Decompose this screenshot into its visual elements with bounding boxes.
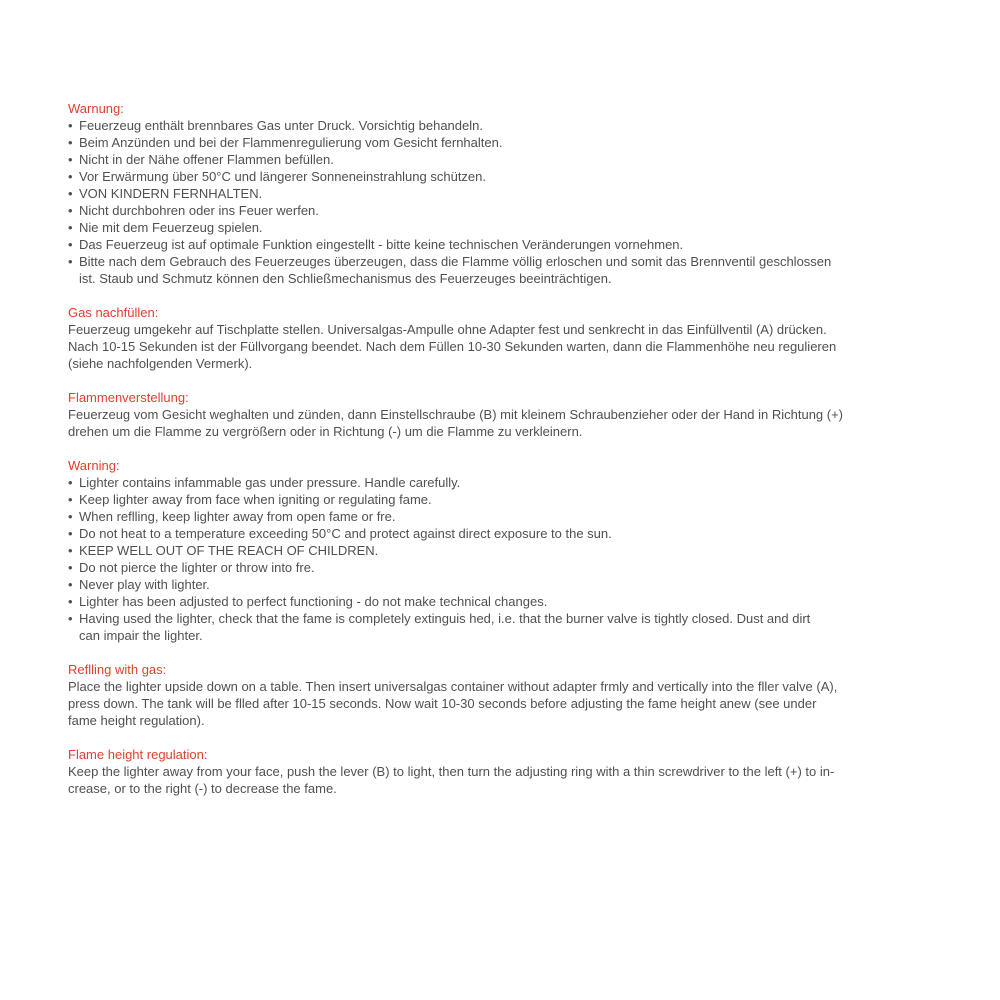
bullet-item <box>68 491 948 508</box>
line-text: VON KINDERN FERNHALTEN. <box>79 186 263 201</box>
paragraph-line: Feuerzeug vom Gesicht weghalten und zünden, dann Einstellschraube (B) mit kleinem Schraubenzieher oder der Hand in Richtung (+) <box>68 407 844 422</box>
paragraph-line: Place the lighter upside down on a table. Then insert universalgas container without adapter frmly and vertically into the fller valve (A), <box>68 679 838 694</box>
line-text: Nicht durchbohren oder ins Feuer werfen. <box>79 203 319 218</box>
bullet-marker: • <box>68 135 73 150</box>
section-warning-en <box>68 457 948 644</box>
paragraph-line: crease, or to the right (-) to decrease the fame. <box>68 781 337 796</box>
line-text: Keep lighter away from face when igniting or regulating fame. <box>79 492 432 507</box>
bullet-item <box>68 168 948 185</box>
bullet-marker: • <box>68 526 73 541</box>
bullet-marker: • <box>68 237 73 252</box>
bullet-item <box>68 134 948 151</box>
paragraph-line: Feuerzeug umgekehr auf Tischplatte stellen. Universalgas-Ampulle ohne Adapter fest und senkrecht in das Einfüllventil (A) drücken. <box>68 322 827 337</box>
paragraph-line: drehen um die Flamme zu vergrößern oder in Richtung (-) um die Flamme zu verkleinern. <box>68 424 583 439</box>
section-heading: Warning: <box>68 458 120 473</box>
line-text: KEEP WELL OUT OF THE REACH OF CHILDREN. <box>79 543 379 558</box>
bullet-marker: • <box>68 560 73 575</box>
bullet-marker: • <box>68 203 73 218</box>
bullet-marker: • <box>68 186 73 201</box>
bullet-item <box>68 610 948 627</box>
bullet-marker: • <box>68 594 73 609</box>
bullet-marker: • <box>68 220 73 235</box>
paragraph-line: Keep the lighter away from your face, push the lever (B) to light, then turn the adjusting ring with a thin screwdriver to the left (+) to in- <box>68 764 835 779</box>
bullet-item <box>68 576 948 593</box>
bullet-marker: • <box>68 152 73 167</box>
bullet-marker: • <box>68 492 73 507</box>
line-text: Never play with lighter. <box>79 577 210 592</box>
bullet-item-continuation <box>68 270 948 287</box>
line-text: Bitte nach dem Gebrauch des Feuerzeuges überzeugen, dass die Flamme völlig erloschen und somit das Brennventil geschlossen <box>79 254 832 269</box>
line-text: When reflling, keep lighter away from open fame or fre. <box>79 509 396 524</box>
line-text: Nie mit dem Feuerzeug spielen. <box>79 220 263 235</box>
bullet-marker: • <box>68 475 73 490</box>
line-text: Beim Anzünden und bei der Flammenregulierung vom Gesicht fernhalten. <box>79 135 503 150</box>
bullet-item <box>68 202 948 219</box>
line-text: Lighter has been adjusted to perfect functioning - do not make technical changes. <box>79 594 548 609</box>
line-text: can impair the lighter. <box>79 628 203 643</box>
section-heading: Gas nachfüllen: <box>68 305 159 320</box>
bullet-marker: • <box>68 509 73 524</box>
section-flammenverstellung <box>68 389 948 440</box>
bullet-item <box>68 185 948 202</box>
line-text: Feuerzeug enthält brennbares Gas unter Druck. Vorsichtig behandeln. <box>79 118 483 133</box>
line-text: Nicht in der Nähe offener Flammen befüllen. <box>79 152 334 167</box>
section-gas-nachfuellen <box>68 304 948 372</box>
line-text: Having used the lighter, check that the fame is completely extinguis hed, i.e. that the burner valve is tightly closed. Dust and dirt <box>79 611 811 626</box>
bullet-item <box>68 151 948 168</box>
paragraph-line: (siehe nachfolgenden Vermerk). <box>68 356 253 371</box>
paragraph-line: press down. The tank will be flled after 10-15 seconds. Now wait 10-30 seconds before adjusting the fame height anew (see under <box>68 696 817 711</box>
section-heading: Warnung: <box>68 101 124 116</box>
bullet-item <box>68 508 948 525</box>
bullet-item-continuation <box>68 627 948 644</box>
content <box>68 100 948 797</box>
bullet-item <box>68 559 948 576</box>
paragraph-line: fame height regulation). <box>68 713 205 728</box>
section-flame-height-regulation <box>68 746 948 797</box>
bullet-marker: • <box>68 254 73 269</box>
line-text: Das Feuerzeug ist auf optimale Funktion eingestellt - bitte keine technischen Veränderungen vornehmen. <box>79 237 684 252</box>
bullet-item <box>68 236 948 253</box>
line-text: Vor Erwärmung über 50°C und längerer Sonneneinstrahlung schützen. <box>79 169 487 184</box>
line-text: Do not heat to a temperature exceeding 50°C and protect against direct exposure to the sun. <box>79 526 612 541</box>
bullet-item <box>68 542 948 559</box>
bullet-item <box>68 117 948 134</box>
bullet-marker: • <box>68 543 73 558</box>
bullet-marker: • <box>68 118 73 133</box>
section-heading: Flammenverstellung: <box>68 390 189 405</box>
bullet-item <box>68 219 948 236</box>
line-text: ist. Staub und Schmutz können den Schließmechanismus des Feuerzeuges beeinträchtigen. <box>79 271 612 286</box>
bullet-item <box>68 253 948 270</box>
bullet-item <box>68 593 948 610</box>
section-heading: Reflling with gas: <box>68 662 167 677</box>
line-text: Lighter contains infammable gas under pressure. Handle carefully. <box>79 475 461 490</box>
bullet-marker: • <box>68 611 73 626</box>
section-warnung-de <box>68 100 948 287</box>
bullet-marker: • <box>68 577 73 592</box>
section-reflling-with-gas <box>68 661 948 729</box>
bullet-item <box>68 525 948 542</box>
paragraph-line: Nach 10-15 Sekunden ist der Füllvorgang beendet. Nach dem Füllen 10-30 Sekunden warten, dann die Flammenhöhe neu regulieren <box>68 339 837 354</box>
bullet-item <box>68 474 948 491</box>
section-heading: Flame height regulation: <box>68 747 208 762</box>
bullet-marker: • <box>68 169 73 184</box>
line-text: Do not pierce the lighter or throw into fre. <box>79 560 315 575</box>
